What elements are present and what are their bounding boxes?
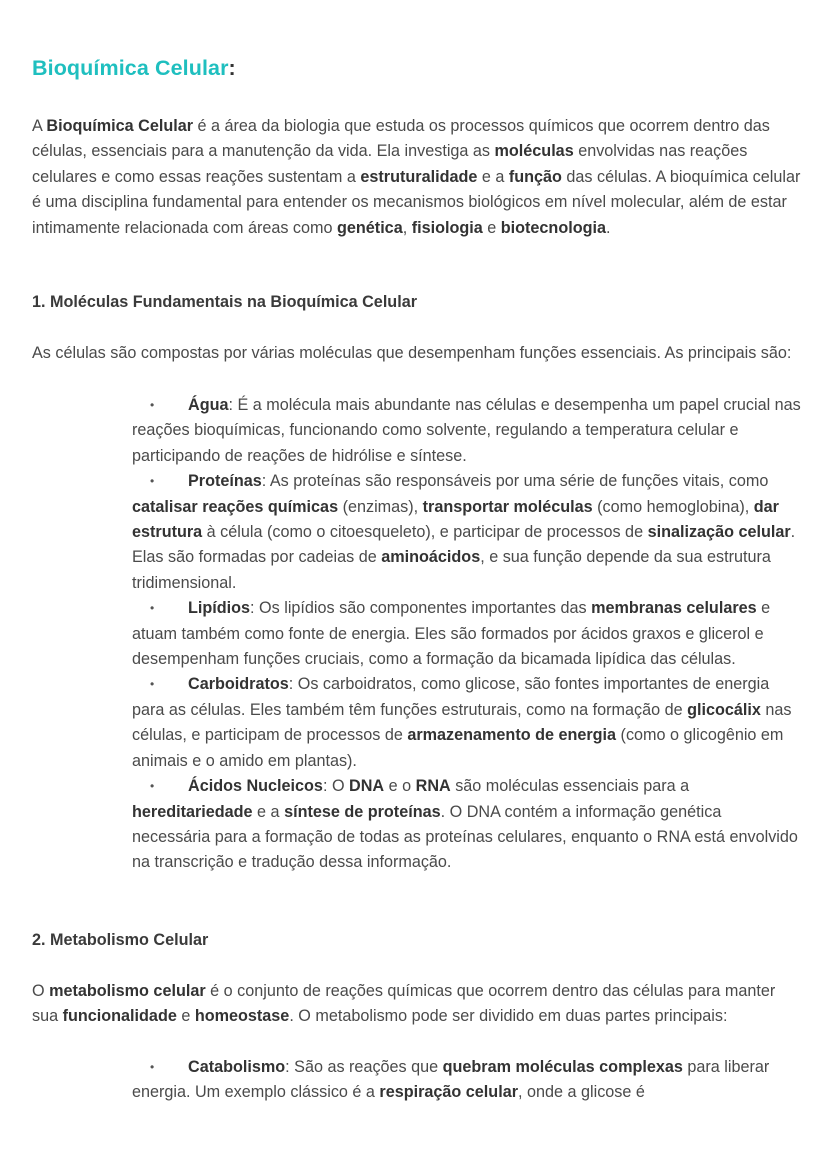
text-run: envolvidas nas reações celulares e como essas reações sustentam a [32, 142, 748, 186]
text-run: à célula (como o citoesqueleto), e participar de processos de [202, 523, 648, 542]
text-run: nas células, e participam de processos de [132, 700, 792, 745]
text-run: . O DNA contém a informação genética necessária para a formação de todas as proteínas celulares, enquanto o RNA está envolvido na transcrição e tradução dessa informação. [132, 802, 798, 872]
text-run: e [176, 1007, 195, 1026]
section-1-heading: 1. Moléculas Fundamentais na Bioquímica Celular [32, 293, 417, 311]
text-run: As células são compostas por várias moléculas que desempenham funções essenciais. As principais são: [32, 344, 792, 362]
list-item [132, 774, 802, 876]
text-run: das células. A bioquímica celular é uma disciplina fundamental para entender os mecanismos biológicos em nível molecular, além de estar intimamente relacionada com áreas como [32, 167, 801, 237]
bold-term: Proteínas [188, 472, 262, 491]
text-run: e [482, 218, 501, 237]
bold-term: sinalização celular [647, 523, 791, 542]
text-run: A [32, 117, 47, 135]
text-run: . O metabolismo pode ser dividido em duas partes principais: [289, 1007, 728, 1026]
bullet-icon: • [150, 677, 155, 692]
bold-term: Lipídios [188, 599, 251, 618]
bold-term: hereditariedade [132, 802, 253, 821]
section-2-heading: 2. Metabolismo Celular [32, 931, 209, 949]
bold-term: estruturalidade [360, 167, 478, 186]
section-2-paragraph [32, 979, 802, 1030]
bold-term: genética [337, 218, 403, 237]
text-run: e a [477, 167, 509, 186]
metabolism-list [132, 1055, 802, 1106]
text-run: . Elas são formadas por cadeias de [132, 523, 796, 567]
bold-term: RNA [415, 777, 451, 796]
text-run: é a área da biologia que estuda os processos químicos que ocorrem dentro das células, essenciais para a manutenção da vida. Ela investiga as [32, 117, 770, 161]
text-run: : É a molécula mais abundante nas células e desempenha um papel crucial nas reações bioquímicas, funcionando como solvente, regulando a temperatura celular e participando de reações de hidrólise e síntese. [132, 396, 801, 465]
bold-term: função [508, 167, 562, 186]
intro-paragraph [32, 114, 802, 241]
bold-term: Catabolismo [188, 1058, 286, 1076]
bullet-icon: • [150, 398, 155, 412]
text-run: . [605, 218, 611, 237]
bullet-icon: • [150, 1060, 155, 1074]
text-run: : São as reações que [285, 1058, 443, 1076]
bold-term: Carboidratos [188, 675, 289, 694]
text-run: : Os lipídios são componentes importantes das [250, 599, 592, 618]
text-run: : O [322, 777, 350, 796]
text-run: O [32, 982, 50, 1000]
section-1-paragraph [32, 341, 802, 366]
bold-term: fisiologia [411, 218, 483, 237]
bullet-icon: • [150, 474, 155, 489]
list-item [132, 469, 802, 596]
text-run: (como hemoglobina), [592, 497, 754, 516]
text-run: e o [384, 777, 416, 796]
list-item [132, 1055, 802, 1106]
bold-term: moléculas [494, 142, 574, 161]
bold-term: Bioquímica Celular [46, 117, 194, 135]
bold-term: respiração celular [379, 1083, 518, 1102]
text-run: (enzimas), [338, 497, 423, 516]
molecules-list [132, 393, 802, 876]
bold-term: homeostase [194, 1007, 290, 1026]
bold-term: Ácidos Nucleicos [188, 777, 323, 796]
text-run: , e sua função depende da sua estrutura tridimensional. [132, 548, 771, 592]
bold-term: metabolismo celular [49, 982, 206, 1000]
text-run: : Os carboidratos, como glicose, são fontes importantes de energia para as células. Eles também têm funções estruturais, como na formação de [132, 675, 770, 719]
bold-term: Água [188, 396, 229, 414]
bold-term: quebram moléculas complexas [442, 1058, 683, 1076]
title-text: Bioquímica Celular [32, 56, 229, 80]
bullet-icon: • [150, 601, 155, 616]
bold-term: dar estrutura [132, 497, 779, 542]
bold-term: DNA [349, 777, 385, 796]
text-run: e atuam também como fonte de energia. Eles são formados por ácidos graxos e glicerol e desempenham funções cruciais, como a formação da bicamada lipídica das células. [132, 599, 771, 669]
bold-term: síntese de proteínas [284, 802, 441, 821]
document-title [32, 56, 236, 81]
bold-term: glicocálix [687, 700, 761, 719]
list-item [132, 672, 802, 774]
list-item [132, 596, 802, 672]
bold-term: biotecnologia [500, 218, 606, 237]
text-run: são moléculas essenciais para a [450, 777, 690, 796]
bold-term: membranas celulares [591, 599, 757, 618]
list-item [132, 393, 802, 469]
bold-term: transportar moléculas [422, 497, 593, 516]
text-run: (como o glicogênio em animais e o amido em plantas). [132, 726, 784, 770]
text-run: é o conjunto de reações químicas que ocorrem dentro das células para manter sua [32, 982, 776, 1026]
text-run: , [402, 218, 412, 237]
bold-term: funcionalidade [62, 1007, 177, 1026]
bold-term: aminoácidos [381, 548, 481, 567]
bold-term: armazenamento de energia [407, 726, 617, 745]
text-run: e a [252, 802, 285, 821]
text-run: , onde a glicose é [518, 1083, 645, 1102]
text-run: : As proteínas são responsáveis por uma série de funções vitais, como [261, 472, 769, 491]
text-run: para liberar energia. Um exemplo clássico é a [132, 1058, 770, 1102]
bold-term: catalisar reações químicas [132, 497, 339, 516]
title-colon: : [228, 56, 236, 80]
bullet-icon: • [150, 779, 155, 794]
